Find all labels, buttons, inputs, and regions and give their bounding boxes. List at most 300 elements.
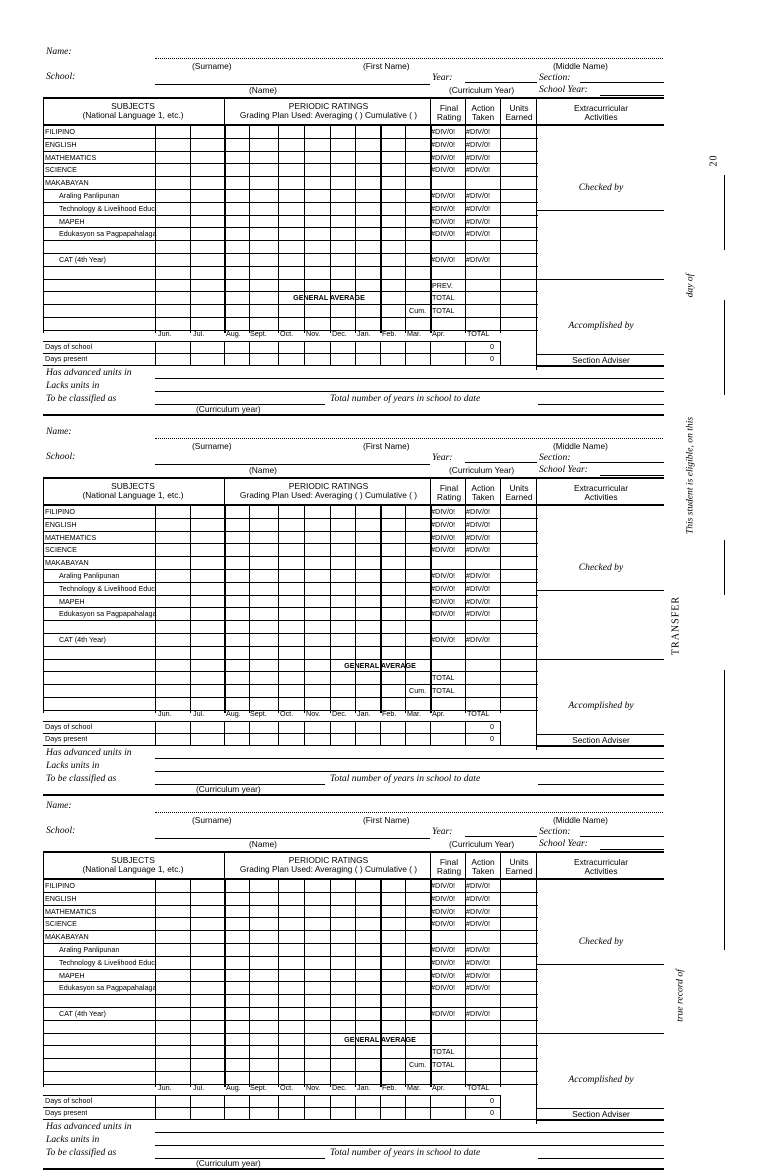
action-taken-cell: #DIV/0! (466, 216, 490, 226)
month-header: Nov. (306, 708, 321, 718)
action-taken-cell: #DIV/0! (466, 881, 490, 890)
total-years-label: Total number of years in school to date (330, 1146, 481, 1158)
surname-caption: (Surname) (192, 441, 232, 451)
days-col-line (380, 341, 381, 365)
subject-label: Edukasyon sa Pagpapahalaga (59, 609, 157, 619)
days-col-line (190, 1095, 191, 1119)
section-line (580, 462, 664, 463)
cum-total-label: TOTAL (432, 306, 455, 316)
subject-label: FILIPINO (45, 507, 75, 516)
subject-label: FILIPINO (45, 881, 75, 890)
month-header: Nov. (306, 328, 321, 338)
final-rating-cell: #DIV/0! (431, 983, 455, 993)
days-of-school-total: 0 (490, 341, 494, 351)
action-taken-cell: #DIV/0! (466, 635, 490, 644)
final-rating-cell: #DIV/0! (431, 583, 455, 593)
month-header: TOTAL (467, 1082, 490, 1092)
extracurricular-header: Extracurricular (574, 857, 628, 867)
subjects-header: SUBJECTS (111, 855, 155, 865)
total-years-label: Total number of years in school to date (330, 772, 481, 784)
month-header: Aug. (226, 1082, 241, 1092)
subject-label: ENGLISH (45, 139, 77, 149)
table-column-line (330, 879, 331, 1087)
header-col-line (224, 97, 225, 125)
row-line (43, 646, 538, 647)
row-line (43, 543, 538, 544)
days-mid-line (43, 1107, 501, 1108)
days-col-line (190, 341, 191, 365)
subjects-sub-header: (National Language 1, etc.) (82, 490, 184, 500)
activities-header: Activities (584, 866, 618, 876)
days-present-label: Days present (45, 353, 88, 363)
days-top-line (43, 721, 501, 722)
subject-label: MAPEH (59, 216, 85, 226)
days-of-school-total: 0 (490, 721, 494, 731)
grading-plan-header: Grading Plan Used: Averaging ( ) Cumulative ( ) (239, 864, 418, 874)
school-label: School: (46, 825, 76, 836)
days-col-line (304, 341, 305, 365)
table-top-border (43, 851, 664, 853)
checked-by-line (536, 210, 664, 211)
section-adviser-label: Section Adviser (572, 354, 630, 365)
table-column-line (190, 505, 191, 713)
grading-plan-header: Grading Plan Used: Averaging ( ) Cumulative ( ) (239, 110, 418, 120)
row-line (43, 1007, 538, 1008)
action-taken-cell: #DIV/0! (466, 893, 490, 903)
days-mid-line (43, 353, 501, 354)
subject-label: CAT (4th Year) (59, 1009, 106, 1018)
school-year-line (600, 95, 664, 96)
month-header: Jul. (193, 328, 205, 338)
final-rating-cell: #DIV/0! (431, 1009, 455, 1018)
table-column-line (405, 505, 406, 713)
table-column-line (304, 879, 305, 1087)
header-col-line (224, 851, 225, 879)
days-bottom-line (43, 1119, 664, 1120)
row-line (43, 215, 538, 216)
days-col-line (430, 1095, 431, 1119)
table-column-line (500, 125, 501, 333)
days-col-line (500, 1095, 501, 1119)
subject-label: SCIENCE (45, 165, 77, 175)
days-bottom-line (43, 745, 664, 746)
subject-label: MATHEMATICS (45, 906, 97, 916)
table-column-line (465, 125, 466, 333)
extracurricular-col-line (536, 477, 537, 750)
classified-as-label: To be classified as (46, 772, 117, 784)
subject-label: MAKABAYAN (45, 558, 89, 568)
month-header: TOTAL (467, 708, 490, 718)
header-col-line (500, 851, 501, 879)
days-col-line (304, 1095, 305, 1119)
action-taken-cell: #DIV/0! (466, 165, 490, 175)
days-col-line (155, 1095, 156, 1119)
days-col-line (380, 1095, 381, 1119)
name-caption: (Name) (249, 839, 277, 849)
row-line (43, 163, 538, 164)
table-column-line (405, 879, 406, 1087)
subject-label: Edukasyon sa Pagpapahalaga (59, 983, 157, 993)
row-line (43, 620, 538, 621)
periodic-ratings-header: PERIODIC RATINGS (288, 855, 369, 865)
final-rating-cell: #DIV/0! (431, 957, 455, 967)
month-header: Feb. (382, 1082, 397, 1092)
side-year-20: 20 (708, 154, 720, 167)
row-line (43, 994, 538, 995)
cum-total-label: TOTAL (432, 686, 455, 696)
days-col-line (278, 341, 279, 365)
table-column-line (43, 477, 44, 713)
month-header: Jun. (158, 1082, 172, 1092)
final-rating-cell: #DIV/0! (431, 893, 455, 903)
year-line (465, 462, 537, 463)
row-line (43, 266, 538, 267)
prev-label: PREV. (432, 280, 453, 290)
first-name-caption: (First Name) (363, 61, 410, 71)
subjects-header: SUBJECTS (111, 101, 155, 111)
section-adviser-label: Section Adviser (572, 734, 630, 745)
final-rating-cell: #DIV/0! (431, 229, 455, 239)
school-line (155, 84, 430, 85)
subject-label: Technology & Livelihood Educ. (59, 957, 157, 967)
table-column-line (430, 505, 432, 713)
action-taken-cell: #DIV/0! (466, 1009, 490, 1018)
school-label: School: (46, 451, 76, 462)
general-average-label: GENERAL AVERAGE (344, 1034, 416, 1044)
checked-by-label: Checked by (578, 936, 624, 947)
units-header: Units (509, 857, 529, 867)
rating-header: Rating (436, 866, 462, 876)
table-column-line (278, 879, 279, 1087)
side-line-4 (724, 670, 725, 950)
advanced-units-line (155, 378, 664, 379)
final-rating-cell: #DIV/0! (431, 203, 455, 213)
header-col-line (465, 477, 466, 505)
days-col-line (278, 721, 279, 745)
final-rating-cell: #DIV/0! (431, 216, 455, 226)
days-of-school-label: Days of school (45, 721, 93, 731)
final-rating-cell: #DIV/0! (431, 127, 455, 136)
row-line (43, 151, 538, 152)
grading-plan-header: Grading Plan Used: Averaging ( ) Cumulative ( ) (239, 490, 418, 500)
action-taken-cell: #DIV/0! (466, 203, 490, 213)
middle-name-caption: (Middle Name) (553, 815, 608, 825)
lacks-units-label: Lacks units in (46, 759, 100, 771)
row-line (43, 633, 538, 634)
action-taken-cell: #DIV/0! (466, 945, 490, 954)
block-bottom-border (43, 414, 664, 416)
days-col-line (355, 721, 356, 745)
checked-by-label: Checked by (578, 182, 624, 193)
periodic-ratings-header: PERIODIC RATINGS (288, 101, 369, 111)
days-present-label: Days present (45, 1107, 88, 1117)
table-column-line (380, 879, 382, 1087)
table-column-line (224, 879, 226, 1087)
record-block-2 (0, 424, 768, 800)
subject-label: ENGLISH (45, 893, 77, 903)
curriculum-caption: (Curriculum Year) (449, 465, 515, 475)
table-top-border (43, 477, 664, 479)
month-header: Jul. (193, 1082, 205, 1092)
adviser-bottom-line (536, 366, 664, 367)
side-true-record: true record of (674, 969, 686, 1022)
advanced-units-label: Has advanced units in (46, 746, 132, 758)
lacks-units-line (155, 1145, 664, 1146)
section-label: Section: (539, 452, 571, 463)
checked-by-line (536, 964, 664, 965)
table-column-line (278, 505, 279, 713)
days-col-line (465, 1095, 466, 1119)
table-column-line (155, 505, 156, 713)
subject-label: MATHEMATICS (45, 152, 97, 162)
accomplished-by-label: Accomplished by (568, 1074, 634, 1085)
final-rating-cell: #DIV/0! (431, 165, 455, 175)
subject-label: Araling Panlipunan (59, 945, 120, 954)
action-taken-cell: #DIV/0! (466, 906, 490, 916)
action-taken-cell: #DIV/0! (466, 596, 490, 606)
total-years-line (538, 784, 664, 785)
row-line (43, 697, 538, 698)
total-years-line (538, 1158, 664, 1159)
action-taken-cell: #DIV/0! (466, 255, 490, 264)
table-column-line (249, 125, 250, 333)
action-taken-cell: #DIV/0! (466, 571, 490, 580)
table-column-line (43, 97, 44, 333)
table-column-line (430, 879, 432, 1087)
row-line (43, 956, 538, 957)
name-line (155, 812, 663, 813)
days-col-line (405, 1095, 406, 1119)
table-column-line (355, 879, 356, 1087)
curriculum-caption: (Curriculum Year) (449, 839, 515, 849)
final-rating-cell: #DIV/0! (431, 152, 455, 162)
row-line (43, 659, 538, 660)
curriculum-year-caption: (Curriculum year) (196, 403, 261, 414)
final-rating-cell: #DIV/0! (431, 191, 455, 200)
header-col-line (224, 477, 225, 505)
days-col-line (330, 721, 331, 745)
subject-label: SCIENCE (45, 919, 77, 929)
row-line (43, 240, 538, 241)
general-average-label: GENERAL AVERAGE (344, 660, 416, 670)
name-line (155, 58, 663, 59)
month-header: Sept. (250, 708, 267, 718)
action-taken-cell: #DIV/0! (466, 970, 490, 980)
row-line (43, 279, 538, 280)
row-line (43, 905, 538, 906)
month-header: Jun. (158, 328, 172, 338)
total-label: TOTAL (432, 293, 455, 303)
school-year-line (600, 849, 664, 850)
subject-label: CAT (4th Year) (59, 635, 106, 644)
units-header: Units (509, 103, 529, 113)
days-col-line (465, 341, 466, 365)
days-col-line (278, 1095, 279, 1119)
row-line (43, 531, 538, 532)
table-column-line (155, 879, 156, 1087)
final-rating-cell: #DIV/0! (431, 596, 455, 606)
month-header: Apr. (432, 708, 445, 718)
rating-header: Rating (436, 492, 462, 502)
earned-header: Earned (505, 112, 533, 122)
year-line (465, 836, 537, 837)
year-label: Year: (432, 72, 453, 83)
row-line (43, 1071, 538, 1072)
month-header: Sept. (250, 328, 267, 338)
table-column-line (355, 125, 356, 333)
lacks-units-line (155, 391, 664, 392)
total-label: TOTAL (432, 673, 455, 683)
days-top-line (43, 1095, 501, 1096)
final-rating-cell: #DIV/0! (431, 571, 455, 580)
row-line (43, 943, 538, 944)
subject-label: FILIPINO (45, 127, 75, 136)
action-header: Action (471, 103, 495, 113)
month-header: Jul. (193, 708, 205, 718)
month-header: Jun. (158, 708, 172, 718)
days-col-line (155, 721, 156, 745)
month-header: Jan. (357, 328, 371, 338)
days-col-line (405, 341, 406, 365)
total-years-line (538, 404, 664, 405)
days-mid-line (43, 733, 501, 734)
final-rating-cell: #DIV/0! (431, 255, 455, 264)
taken-header: Taken (471, 492, 495, 502)
days-present-total: 0 (490, 353, 494, 363)
days-col-line (355, 341, 356, 365)
cum-label: Cum. (409, 306, 427, 316)
name-label: Name: (46, 800, 72, 811)
row-line (43, 981, 538, 982)
school-year-label: School Year: (539, 838, 588, 849)
days-col-line (224, 721, 225, 745)
final-header: Final (439, 857, 459, 867)
surname-caption: (Surname) (192, 815, 232, 825)
checked-by-label: Checked by (578, 562, 624, 573)
days-col-line (330, 1095, 331, 1119)
action-taken-cell: #DIV/0! (466, 957, 490, 967)
table-column-line (465, 505, 466, 713)
row-line (43, 202, 538, 203)
accomplished-by-label: Accomplished by (568, 320, 634, 331)
days-col-line (405, 721, 406, 745)
month-header: Apr. (432, 328, 445, 338)
total-label: TOTAL (432, 1047, 455, 1057)
row-line (43, 518, 538, 519)
extracurricular-header: Extracurricular (574, 483, 628, 493)
row-line (43, 569, 538, 570)
curriculum-year-caption: (Curriculum year) (196, 783, 261, 794)
month-header: Feb. (382, 708, 397, 718)
header-col-line (430, 851, 431, 879)
days-of-school-total: 0 (490, 1095, 494, 1105)
action-taken-cell: #DIV/0! (466, 191, 490, 200)
lacks-units-line (155, 771, 664, 772)
days-col-line (430, 721, 431, 745)
days-col-line (380, 721, 381, 745)
subject-label: Technology & Livelihood Educ. (59, 203, 157, 213)
table-column-line (43, 851, 44, 1087)
month-header: Feb. (382, 328, 397, 338)
action-taken-cell: #DIV/0! (466, 545, 490, 555)
row-line (43, 917, 538, 918)
action-taken-cell: #DIV/0! (466, 519, 490, 529)
row-line (43, 684, 538, 685)
middle-name-caption: (Middle Name) (553, 441, 608, 451)
extracurricular-col-line (536, 97, 537, 370)
side-transfer: TRANSFER (670, 595, 682, 656)
subject-label: Araling Panlipunan (59, 191, 120, 200)
table-column-line (304, 125, 305, 333)
month-header: Aug. (226, 328, 241, 338)
table-column-line (430, 125, 432, 333)
block-bottom-border (43, 1168, 664, 1170)
year-label: Year: (432, 826, 453, 837)
final-rating-cell: #DIV/0! (431, 532, 455, 542)
table-column-line (380, 505, 382, 713)
curriculum-caption: (Curriculum Year) (449, 85, 515, 95)
action-header: Action (471, 857, 495, 867)
side-line-3 (724, 540, 725, 595)
month-header: Aug. (226, 708, 241, 718)
final-rating-cell: #DIV/0! (431, 919, 455, 929)
subject-label: Araling Panlipunan (59, 571, 120, 580)
curriculum-year-caption: (Curriculum year) (196, 1157, 261, 1168)
days-col-line (224, 341, 225, 365)
action-taken-cell: #DIV/0! (466, 139, 490, 149)
activities-header: Activities (584, 492, 618, 502)
subject-label: MAPEH (59, 596, 85, 606)
final-rating-cell: #DIV/0! (431, 507, 455, 516)
activities-header: Activities (584, 112, 618, 122)
classified-as-label: To be classified as (46, 1146, 117, 1158)
accomplished-by-label: Accomplished by (568, 700, 634, 711)
table-column-line (500, 879, 501, 1087)
cum-label: Cum. (409, 1060, 427, 1070)
final-rating-cell: #DIV/0! (431, 970, 455, 980)
days-present-total: 0 (490, 733, 494, 743)
table-column-line (278, 125, 279, 333)
days-col-line (155, 341, 156, 365)
surname-caption: (Surname) (192, 61, 232, 71)
table-column-line (465, 879, 466, 1087)
table-column-line (224, 505, 226, 713)
school-year-line (600, 475, 664, 476)
accomplished-top-line (536, 279, 664, 280)
section-label: Section: (539, 72, 571, 83)
month-header: Mar. (407, 328, 421, 338)
table-column-line (500, 505, 501, 713)
side-line-2 (724, 300, 725, 395)
name-caption: (Name) (249, 85, 277, 95)
table-column-line (330, 125, 331, 333)
row-line (43, 227, 538, 228)
side-line-1 (724, 175, 725, 250)
classified-as-label: To be classified as (46, 392, 117, 404)
row-line (43, 291, 538, 292)
extracurricular-col-line (536, 851, 537, 1124)
table-column-line (304, 505, 305, 713)
table-column-line (355, 505, 356, 713)
final-rating-cell: #DIV/0! (431, 945, 455, 954)
advanced-units-label: Has advanced units in (46, 1120, 132, 1132)
subject-label: Technology & Livelihood Educ. (59, 583, 157, 593)
action-taken-cell: #DIV/0! (466, 583, 490, 593)
row-line (43, 189, 538, 190)
name-label: Name: (46, 46, 72, 57)
row-line (43, 253, 538, 254)
row-line (43, 1045, 538, 1046)
